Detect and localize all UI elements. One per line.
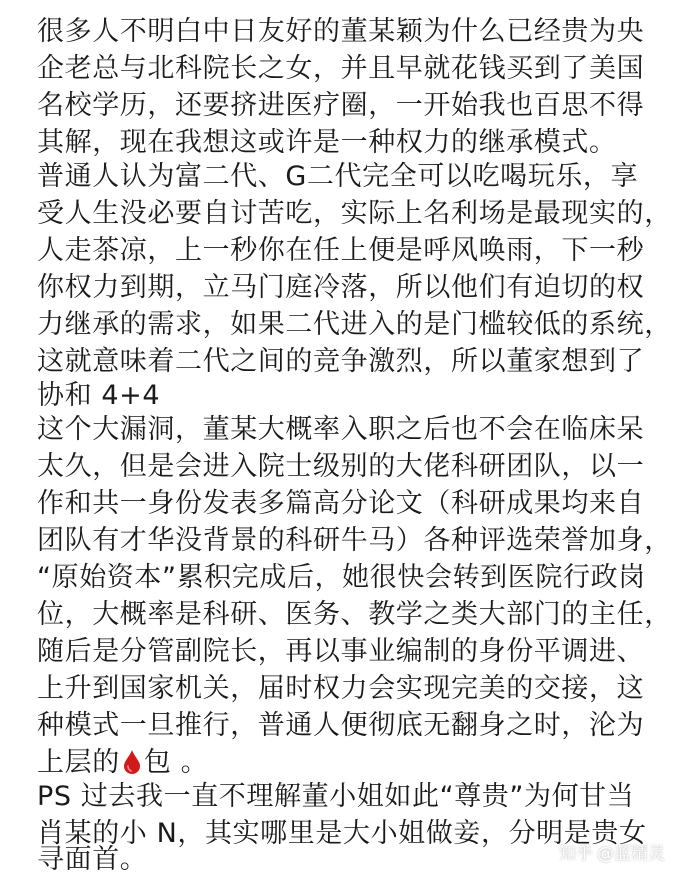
watermark-site: 知乎 [559,844,593,864]
text-line-10: 这就意味着二代之间的竞争激烈，所以董家想到了 [37,346,645,377]
text-line-15: 团队有才华没背景的科研牛马）各种评选荣誉加身， [37,525,672,556]
text-line-2: 企老总与北科院长之女，并且早就花钱买到了美国 [37,53,645,84]
text-line-12: 这个大漏洞，董某大概率入职之后也不会在临床呆 [37,414,645,445]
text-line-17: 位，大概率是科研、医务、教学之类大部门的主任， [37,599,672,630]
text-line-21-prefix: 上层的 [37,747,120,778]
text-line-9: 力继承的需求，如果二代进入的是门槛较低的系统， [37,309,672,340]
text-line-5: 普通人认为富二代、G二代完全可以吃喝玩乐，享 [37,161,639,192]
ps-line-1: PS 过去我一直不理解董小姐如此“尊贵”为何甘当 [37,781,635,812]
text-line-1: 很多人不明白中日友好的董某颖为什么已经贵为央 [37,16,645,47]
zhihu-watermark [555,840,665,868]
text-line-7: 人走茶凉，上一秒你在任上便是呼风唤雨，下一秒 [37,235,645,266]
text-line-13: 太久，但是会进入院士级别的大佬科研团队，以一 [37,451,645,482]
text-line-6: 受人生没必要自讨苦吃，实际上名利场是最现实的， [37,198,672,229]
text-line-11: 协和 4+4 [37,380,161,411]
text-line-18: 随后是分管副院长，再以事业编制的身份平调进、 [37,636,645,667]
text-line-16: “原始资本”累积完成后，她很快会转到医院行政岗 [37,562,646,593]
text-line-19: 上升到国家机关，届时权力会实现完美的交接，这 [37,673,645,704]
text-line-4: 其解，现在我想这或许是一种权力的继承模式。 [37,127,617,158]
text-line-21-suffix: 包 。 [143,747,209,778]
ps-line-3: 寻面首。 [37,844,148,875]
ps-line-2: 肖某的小 N，其实哪里是大小姐做妾，分明是贵女 [37,818,647,849]
text-line-21 [37,747,208,779]
text-line-20: 种模式一旦推行，普通人便彻底无翻身之时，沦为 [37,710,645,741]
blood-drop-icon [122,749,142,775]
watermark-author: @蓝精灵 [597,844,665,864]
text-line-14: 作和共一身份发表多篇高分论文（科研成果均来自 [37,488,645,519]
text-line-8: 你权力到期，立马门庭冷落，所以他们有迫切的权 [37,272,645,303]
text-line-3: 名校学历，还要挤进医疗圈，一开始我也百思不得 [37,90,645,121]
